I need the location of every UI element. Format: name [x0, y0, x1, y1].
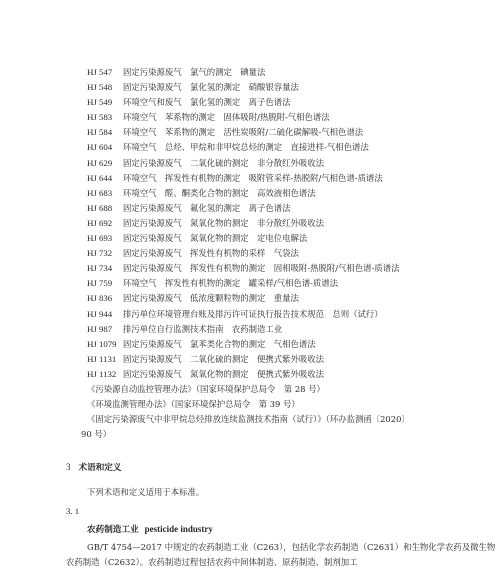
- regulation-document-continuation: 90 号）: [81, 429, 112, 440]
- reference-item: [87, 231, 487, 246]
- reference-code: HJ 583: [87, 112, 113, 123]
- reference-code: HJ 688: [87, 202, 113, 213]
- reference-title: 固定污染源废气 氯气的测定 碘量法: [123, 67, 266, 77]
- reference-item: [87, 171, 487, 186]
- regulation-document: 《污染源自动监控管理办法》（国家环境保护总局令 第 28 号）: [87, 383, 325, 394]
- reference-item: [87, 322, 487, 337]
- reference-code: HJ 759: [87, 278, 113, 289]
- reference-title: 固定污染源废气 氮氧化物的测定 非分散红外吸收法: [123, 217, 324, 228]
- reference-title: 固定污染源废气 氮氧化物的测定 便携式紫外吸收法: [123, 368, 324, 379]
- reference-title: 固定污染源废气 二氧化硫的测定 非分散红外吸收法: [123, 157, 324, 168]
- reference-title: 环境空气 总烃、甲烷和非甲烷总烃的测定 直接进样-气相色谱法: [123, 142, 369, 153]
- reference-title: 固定污染源废气 氟化氢的测定 离子色谱法: [123, 202, 291, 213]
- reference-item: [87, 367, 487, 382]
- reference-code: HJ 944: [87, 308, 113, 319]
- reference-title: 固定污染源废气 氮氧化物的测定 定电位电解法: [123, 233, 308, 244]
- section-title: 术语和定义: [78, 463, 122, 473]
- reference-item: [87, 110, 487, 125]
- reference-code: HJ 987: [87, 323, 113, 334]
- reference-title: 环境空气 苯系物的测定 固体吸附/热脱附-气相色谱法: [123, 112, 330, 123]
- reference-code: HJ 836: [87, 293, 113, 304]
- term-entry: [87, 523, 213, 535]
- reference-item: [87, 337, 487, 352]
- reference-code: HJ 604: [87, 142, 113, 153]
- reference-item: [87, 186, 487, 201]
- reference-code: HJ 548: [87, 82, 113, 93]
- term-english: pesticide industry: [144, 524, 213, 534]
- reference-title: 排污单位自行监测技术指南 农药制造工业: [123, 323, 283, 334]
- reference-title: 固定污染源废气 氯苯类化合物的测定 气相色谱法: [123, 338, 316, 349]
- reference-code: HJ 549: [87, 97, 113, 108]
- clause-number: 3. 1: [66, 506, 80, 516]
- reference-code: HJ 629: [87, 157, 113, 168]
- reference-code: HJ 584: [87, 127, 113, 138]
- reference-code: HJ 1132: [87, 368, 117, 379]
- reference-code: HJ 644: [87, 172, 113, 183]
- term-definition: GB/T 4754—2017 中规定的农药制造工业（C263），包括化学农药制造（C2631）和生物化学农药及微生物农药制造（C2632）。农药制造过程包括农药中间体制造、原药制造、制剂加工: [66, 542, 496, 567]
- reference-title: 固定污染源废气 挥发性有机物的采样 气袋法: [123, 248, 299, 259]
- reference-item: [87, 291, 487, 306]
- reference-title: 环境空气 苯系物的测定 活性炭吸附/二硫化碳解吸-气相色谱法: [123, 127, 364, 138]
- reference-item: [87, 307, 487, 322]
- reference-item: [87, 246, 487, 261]
- reference-item: [87, 80, 487, 95]
- reference-title: 固定污染源废气 氯化氢的测定 硝酸银容量法: [123, 82, 299, 93]
- reference-title: 固定污染源废气 挥发性有机物的测定 固相吸附-热脱附/气相色谱-质谱法: [123, 263, 400, 274]
- reference-code: HJ 1131: [87, 353, 117, 364]
- reference-code: HJ 732: [87, 248, 113, 259]
- reference-item: [87, 276, 487, 291]
- section-intro: 下列术语和定义适用于本标准。: [87, 487, 205, 497]
- reference-item: [87, 261, 487, 276]
- regulation-document: 《环境监测管理办法》（国家环境保护总局令 第 39 号）: [87, 399, 300, 410]
- reference-item: [87, 65, 487, 80]
- reference-code: HJ 547: [87, 67, 113, 77]
- reference-code: HJ 693: [87, 233, 113, 244]
- reference-title: 排污单位环境管理台账及排污许可证执行报告技术规范 总则（试行）: [123, 308, 383, 319]
- reference-code: HJ 734: [87, 263, 113, 274]
- reference-title: 环境空气和废气 氯化氢的测定 离子色谱法: [123, 97, 291, 108]
- reference-item: [87, 352, 487, 367]
- reference-title: 固定污染源废气 二氧化硫的测定 便携式紫外吸收法: [123, 353, 324, 364]
- reference-title: 环境空气 挥发性有机物的测定 吸附管采样-热脱附/气相色谱-质谱法: [123, 172, 383, 183]
- section-heading: [66, 461, 121, 473]
- term-chinese: 农药制造工业: [87, 525, 139, 535]
- reference-item: [87, 216, 487, 231]
- reference-code: HJ 1079: [87, 338, 117, 349]
- reference-item: [87, 201, 487, 216]
- reference-item: [87, 140, 487, 155]
- regulation-document: 《固定污染源废气中非甲烷总烃排放连续监测技术指南（试行）》（环办监测函〔2020〕: [87, 414, 410, 425]
- section-number: 3: [66, 462, 71, 472]
- reference-code: HJ 692: [87, 217, 113, 228]
- reference-code: HJ 683: [87, 187, 113, 198]
- reference-title: 环境空气 挥发性有机物的测定 罐采样/气相色谱-质谱法: [123, 278, 339, 289]
- reference-item: [87, 156, 487, 171]
- reference-title: 固定污染源废气 低浓度颗粒物的测定 重量法: [123, 293, 299, 304]
- reference-item: [87, 95, 487, 110]
- reference-item: [87, 125, 487, 140]
- reference-title: 环境空气 醛、酮类化合物的测定 高效液相色谱法: [123, 187, 316, 198]
- normative-references-list: [81, 65, 487, 442]
